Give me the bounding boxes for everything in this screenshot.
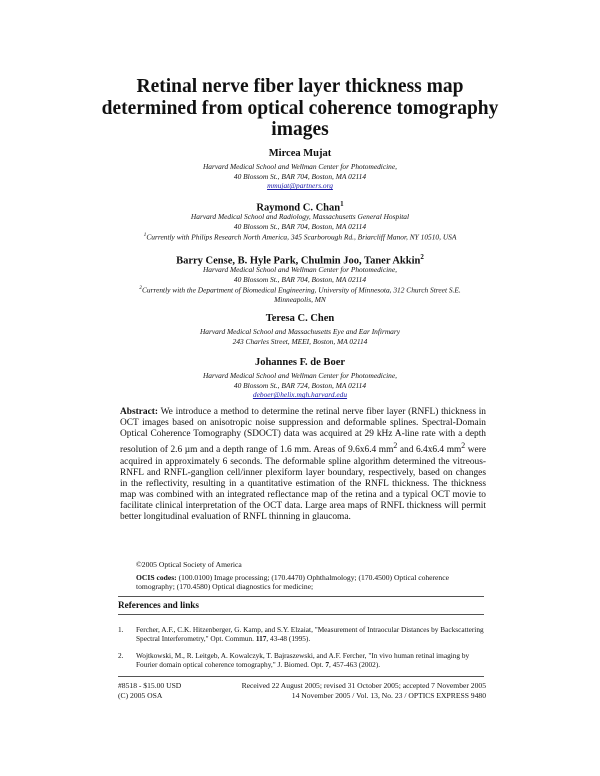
reference-number: 2. (118, 651, 124, 660)
references-heading: References and links (118, 600, 199, 610)
ocis-codes: OCIS codes: (100.0100) Image processing; (170.4470) Ophthalmology; (170.4500) Optical coherence tomography; (170.4580) Optical diagnostics for medicine; (136, 573, 449, 592)
divider (118, 596, 484, 597)
footer-price: #8518 - $15.00 USD (118, 681, 182, 690)
author-affiliation: Harvard Medical School and Wellman Center for Photomedicine, 40 Blossom St., BAR 704, Boston, MA 02114 $^2$Currently with the Department of Biomedical Engineering, University of Minnesota, 312 Church Street S.E. Minneapolis, MN (139, 265, 461, 305)
author-name: Teresa C. Chen (265, 313, 335, 324)
author-affiliation: Harvard Medical School and Wellman Center for Photomedicine, 40 Blossom St., BAR 724, Boston, MA 02114 deboer@helix.mgh.harvard.edu (202, 371, 398, 400)
reference-item: Wojtkowski, M., R. Leitgeb, A. Kowalczyk, T. Bajraszewski, and A.F. Fercher, "In vivo human retinal imaging by Fourier domain optical coherence tomography," J. Biomed. Opt. 7, 457-463 (2002). (136, 651, 470, 670)
footer-journal-info: 14 November 2005 / Vol. 13, No. 23 / OPTICS EXPRESS 9480 (291, 691, 486, 700)
author-affiliation: Harvard Medical School and Massachusetts Eye and Ear Infirmary 243 Charles Street, MEEI, Boston, MA 02114 (199, 327, 401, 346)
reference-item: Fercher, A.F., C.K. Hitzenberger, G. Kamp, and S.Y. Elzaiat, "Measurement of Intraocular Distances by Backscattering Spectral Interferometry," Opt. Commun. 117, 43-48 (1995). (136, 625, 484, 644)
footer-dates: Received 22 August 2005; revised 31 October 2005; accepted 7 November 2005 (241, 681, 486, 690)
abstract: Abstract: We introduce a method to determine the retinal nerve fiber layer (RNFL) thickness in OCT images based on anisotropic noise suppression and deformable splines. Spectral-Domain Optical Coherence Tomography (SDOCT) data was acquired at 29 kHz A-line rate with a depth resolution of 2.6 µm and a depth range of 1.6 mm. Areas of 9.6x6.4 $mm^2$ and 6.4x6.4 $mm^2$ were acquired in approximately 6 seconds. The deformable spline algorithm determined the vitreous-RNFL and RNFL-ganglion cell/inner plexiform layer boundary, respectively, based on changes in the reflectivity, resulting in a quantitative estimation of the RNFL thickness. The thickness map was combined with an integrated reflectance map of the retina and a typical OCT movie to facilitate clinical interpretation of the OCT data. Large area maps of RNFL thickness will permit better longitudinal evaluation of RNFL thinning in glaucoma. (120, 407, 486, 522)
author-name: Johannes F. de Boer (254, 357, 346, 368)
author-name: Barry Cense, B. Hyle Park, Chulmin Joo, Taner Akkin$^2$ (176, 253, 424, 267)
author-name: Mircea Mujat (268, 148, 332, 159)
author-affiliation: Harvard Medical School and Wellman Center for Photomedicine, 40 Blossom St., BAR 704, Boston, MA 02114 mmujat@partners.org (202, 162, 398, 191)
copyright-line: ©2005 Optical Society of America (136, 560, 242, 569)
author-email-link[interactable]: deboer@helix.mgh.harvard.edu (252, 390, 348, 400)
divider (118, 676, 484, 677)
author-name: Raymond C. Chan$^1$ (256, 200, 344, 214)
divider (118, 614, 484, 615)
author-email-link[interactable]: mmujat@partners.org (267, 181, 333, 191)
reference-number: 1. (118, 625, 124, 634)
footer-copyright: (C) 2005 OSA (118, 691, 163, 700)
author-affiliation: Harvard Medical School and Radiology, Massachusetts General Hospital 40 Blossom St., BAR 704, Boston, MA 02114 $^1$Currently with Philips Research North America, 345 Scarborough Rd., Briarcliff Manor, NY 10510, USA (143, 212, 457, 242)
paper-title: Retinal nerve fiber layer thickness map determined from optical coherence tomography images (101, 76, 499, 140)
